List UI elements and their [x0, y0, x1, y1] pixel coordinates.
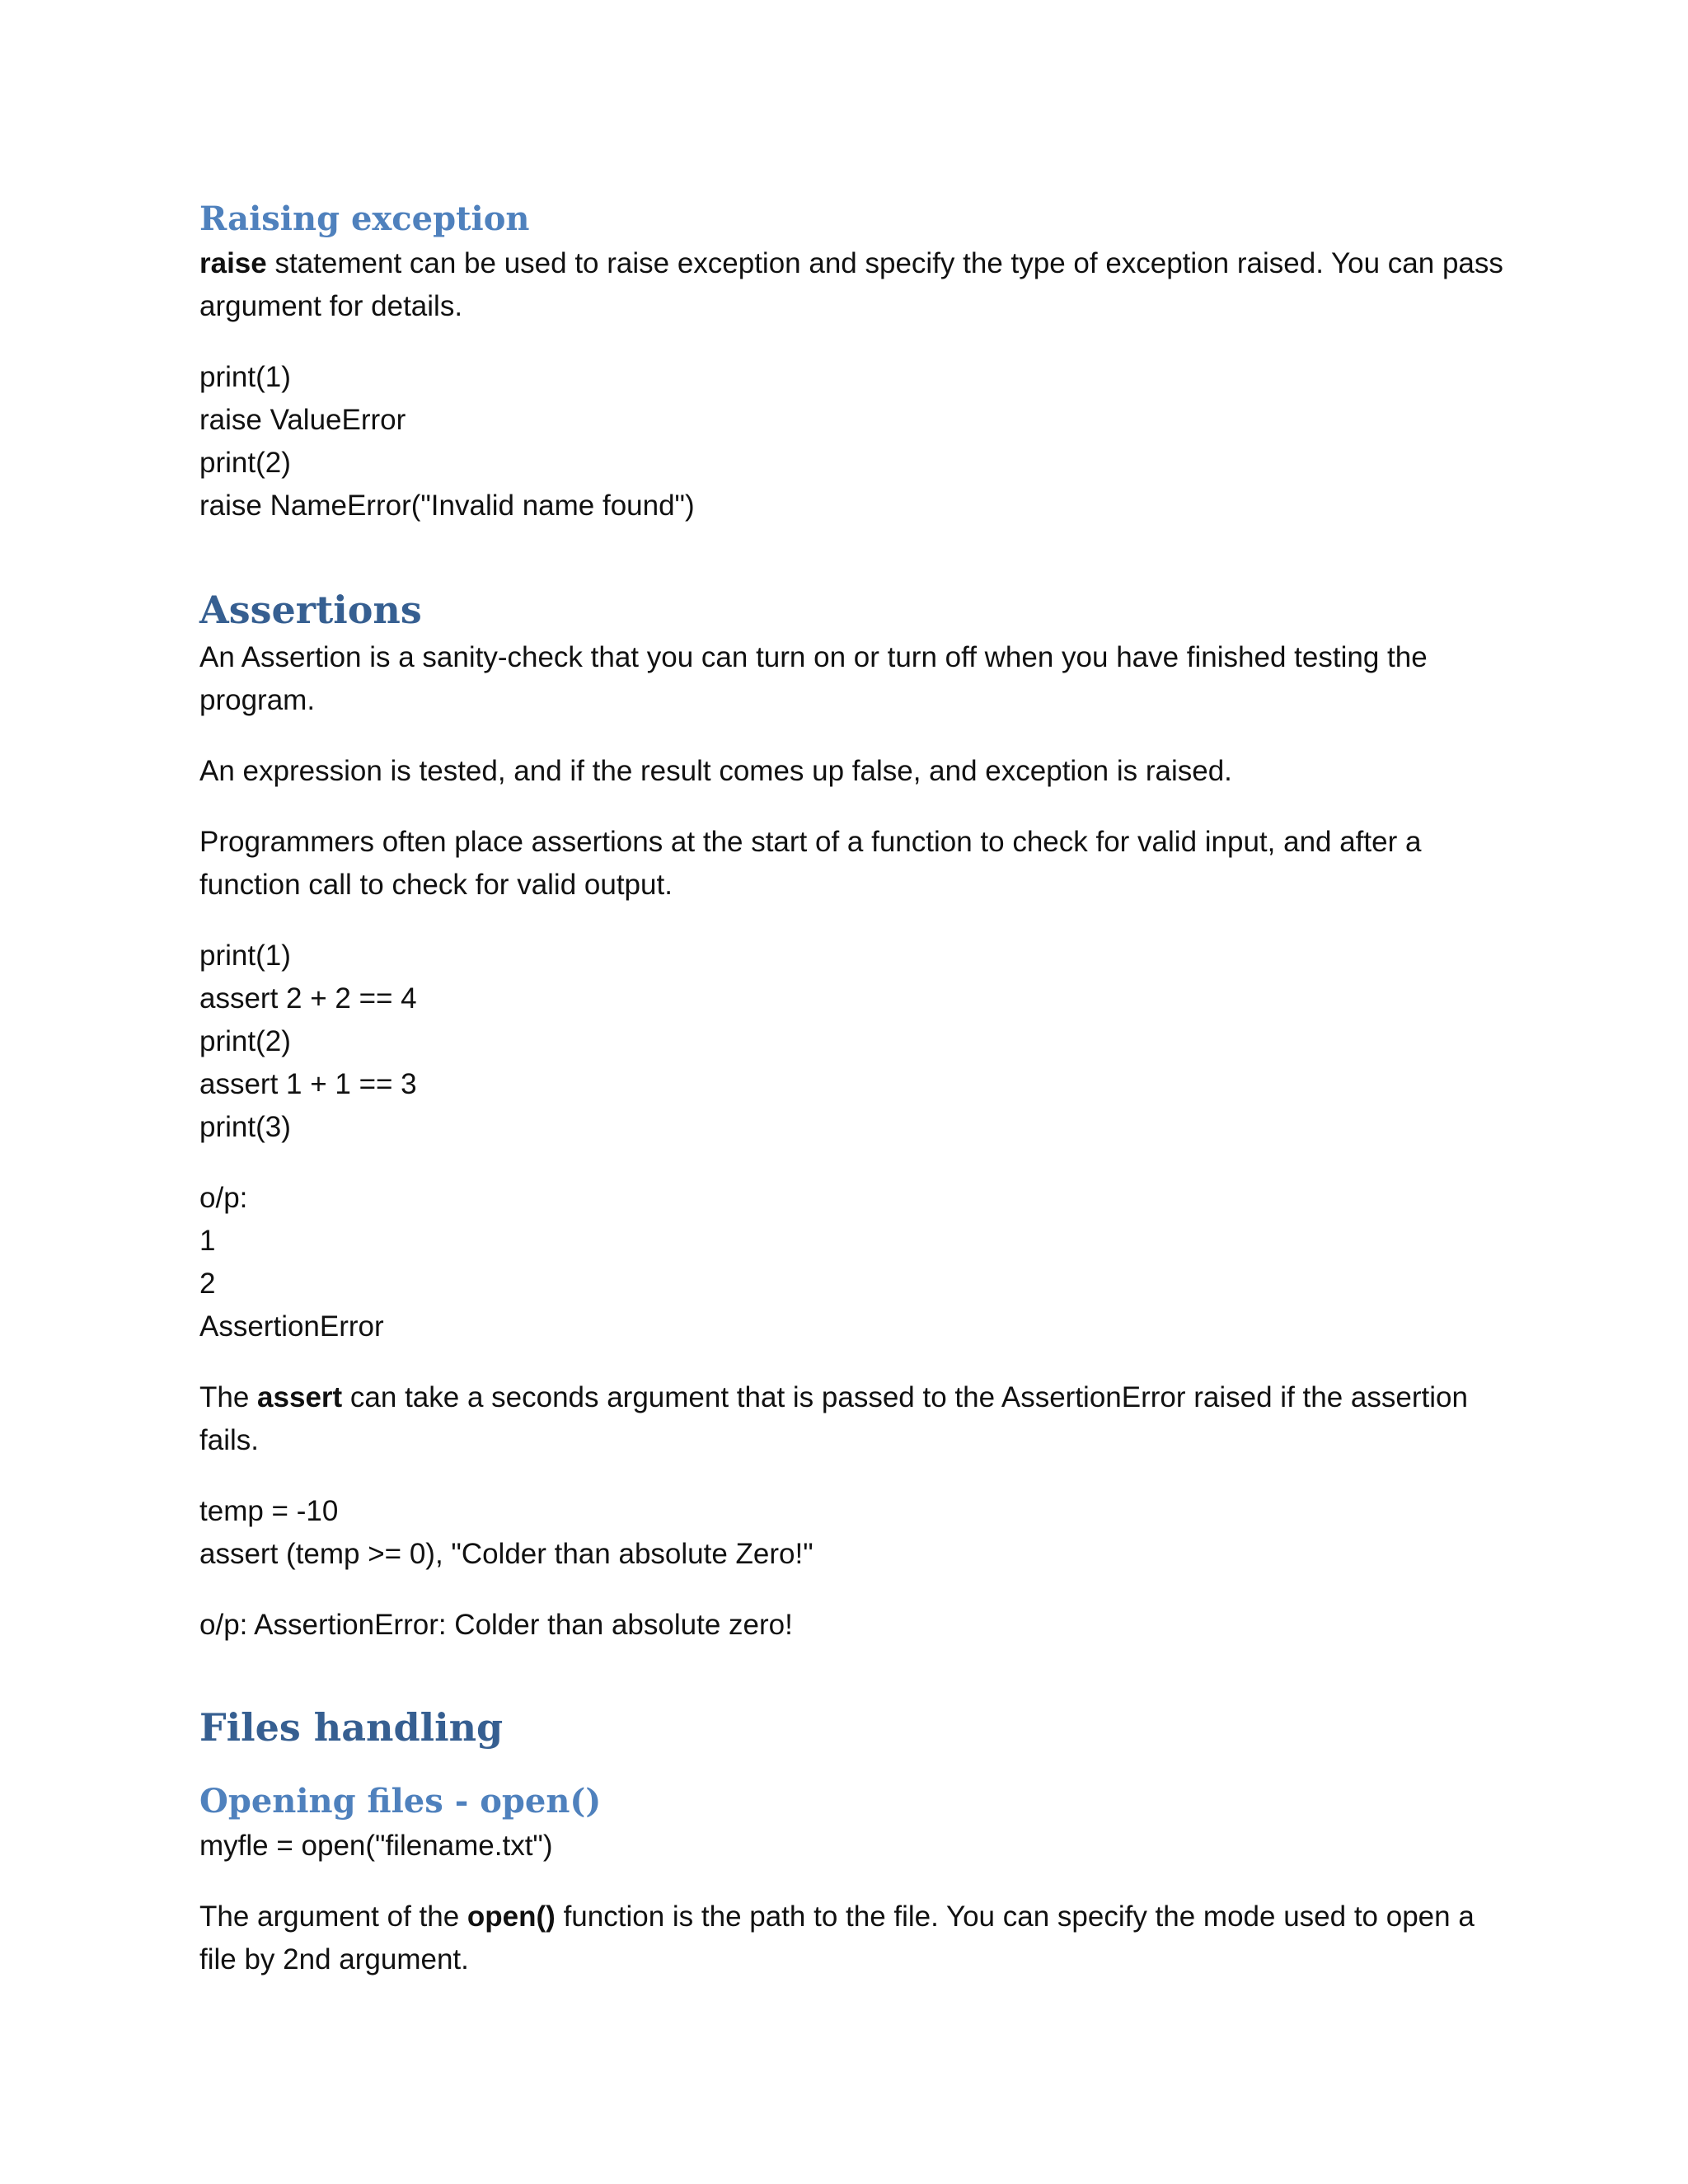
files-para-pre: The argument of the [199, 1900, 467, 1933]
raising-intro [199, 242, 1518, 328]
assertions-output-block-1 [199, 1177, 1518, 1348]
code-line: print(1) [199, 940, 291, 972]
document-page [199, 196, 1518, 1981]
code-line: print(1) [199, 361, 291, 393]
code-line: assert 1 + 1 == 3 [199, 1068, 417, 1100]
para4-post: can take a seconds argument that is passed to the AssertionError raised if the assertion fails. [199, 1381, 1468, 1456]
output-line: o/p: [199, 1182, 248, 1214]
open-keyword: open() [467, 1900, 556, 1933]
code-line: temp = -10 [199, 1495, 339, 1527]
files-para [199, 1896, 1518, 1981]
raise-keyword: raise [199, 247, 267, 279]
code-line: print(2) [199, 447, 291, 479]
code-line: raise NameError("Invalid name found") [199, 490, 695, 522]
code-line: assert 2 + 2 == 4 [199, 982, 417, 1015]
raising-code-block [199, 356, 1518, 527]
heading-assertions: Assertions [199, 588, 422, 632]
para4-pre: The [199, 1381, 258, 1413]
assertions-para-3: Programmers often place assertions at the start of a function to check for valid input, and after a function call to check for valid output. [199, 826, 1422, 901]
files-para-post: function is the path to the file. You can specify the mode used to open a file by 2nd argument. [199, 1900, 1475, 1975]
assertions-para-4 [199, 1376, 1518, 1462]
code-line: print(2) [199, 1025, 291, 1057]
code-line: raise ValueError [199, 404, 406, 436]
heading-raising-exception: Raising exception [199, 199, 530, 238]
code-line: print(3) [199, 1111, 291, 1143]
assertions-code-block-1 [199, 935, 1518, 1149]
heading-files-handling: Files handling [199, 1705, 504, 1750]
assertions-para-1: An Assertion is a sanity-check that you can turn on or turn off when you have finished testing the program. [199, 641, 1428, 716]
raising-intro-text: statement can be used to raise exception and specify the type of exception raised. You can pass argument for details. [199, 247, 1503, 322]
output-line: AssertionError [199, 1310, 384, 1343]
assertions-code-block-2 [199, 1490, 1518, 1576]
code-line: assert (temp >= 0), "Colder than absolute Zero!" [199, 1538, 814, 1570]
output-line: 1 [199, 1225, 216, 1257]
assertions-output-2: o/p: AssertionError: Colder than absolute zero! [199, 1609, 793, 1641]
output-line: 2 [199, 1268, 216, 1300]
files-code-line: myfle = open("filename.txt") [199, 1830, 553, 1862]
assert-keyword: assert [257, 1381, 343, 1413]
heading-opening-files: Opening files - open() [199, 1782, 602, 1821]
assertions-para-2: An expression is tested, and if the result comes up false, and exception is raised. [199, 755, 1232, 787]
